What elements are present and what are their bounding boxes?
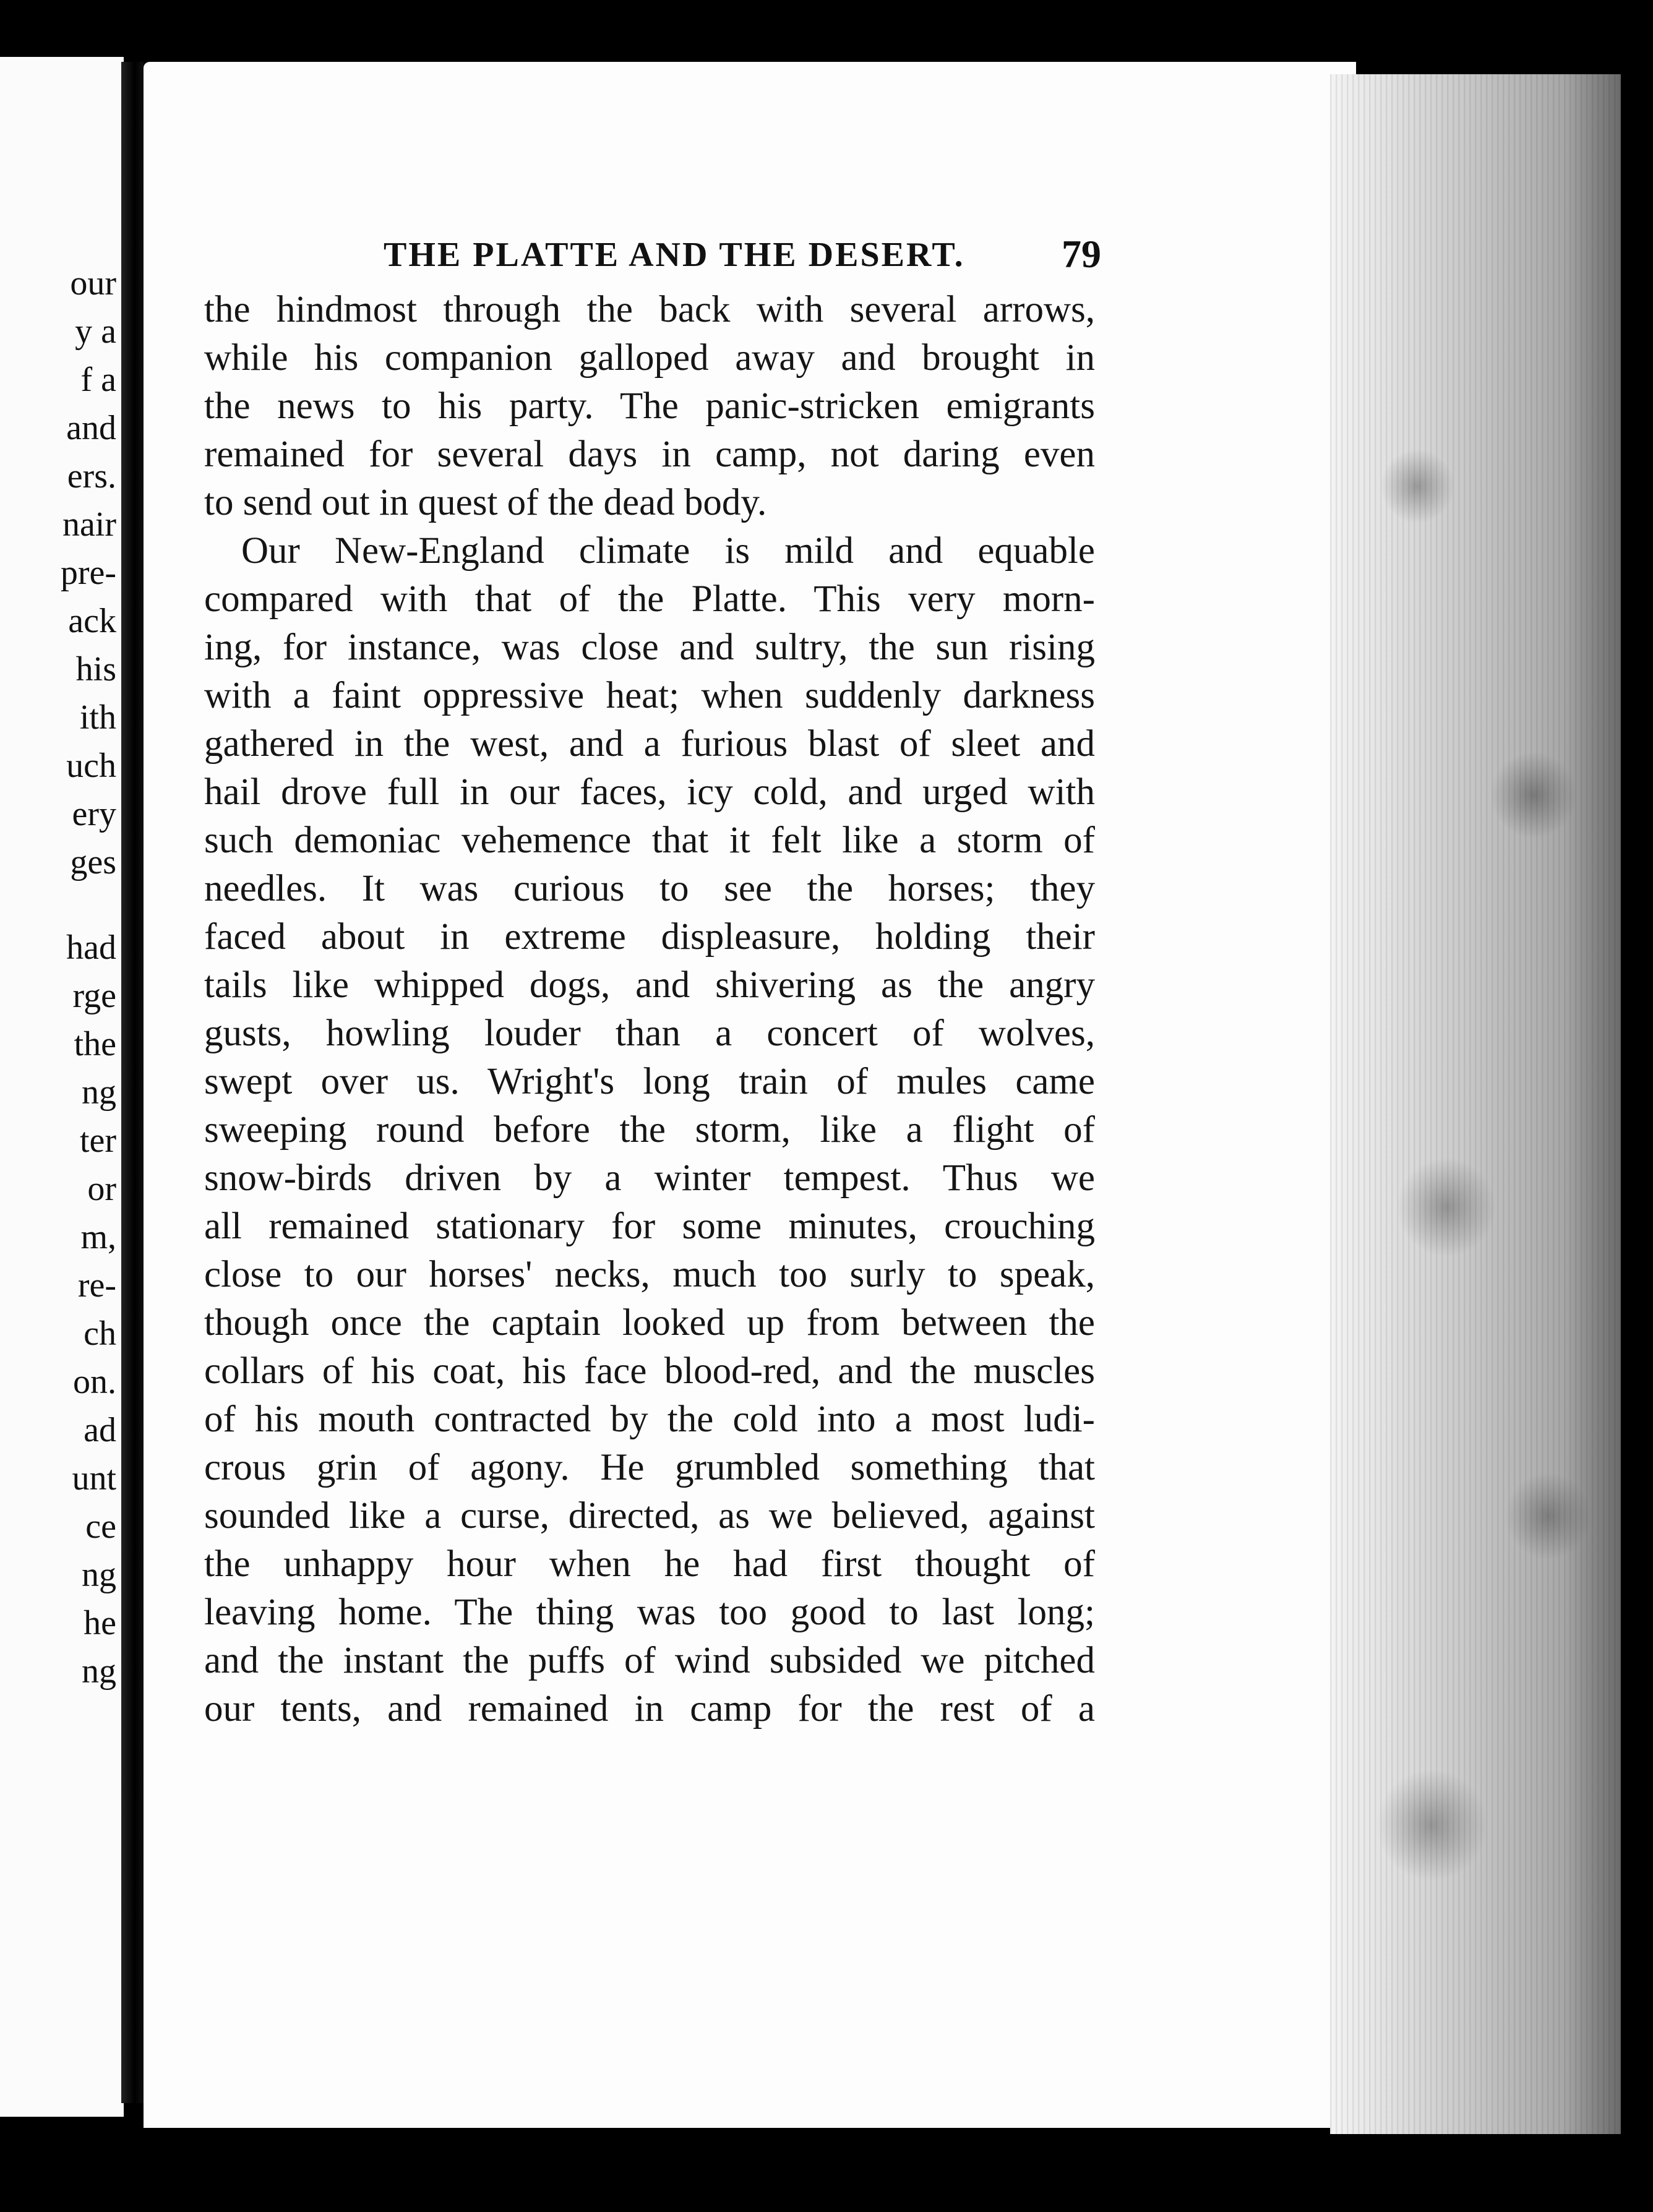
text-line: the unhappy hour when he had first thought of: [204, 1543, 1095, 1585]
previous-page-line-fragment: rge: [72, 977, 116, 1015]
text-line: gathered in the west, and a furious blast of sleet and: [204, 723, 1095, 765]
text-line: sweeping round before the storm, like a flight of: [204, 1109, 1095, 1151]
previous-page-line-fragment: uch: [66, 747, 116, 785]
previous-page-line-fragment: his: [75, 650, 116, 688]
previous-page-line-fragment: ter: [79, 1121, 116, 1160]
text-line: collars of his coat, his face blood-red, and the muscles: [204, 1350, 1095, 1392]
text-line: with a faint oppressive heat; when suddenly darkness: [204, 675, 1095, 716]
previous-page-line-fragment: ad: [84, 1411, 116, 1449]
previous-page-line-fragment: on.: [73, 1363, 116, 1401]
text-line: Our New-England climate is mild and equable: [241, 530, 1095, 572]
text-line: needles. It was curious to see the horses; they: [204, 868, 1095, 909]
page-header: [384, 232, 1101, 285]
previous-page-line-fragment: he: [84, 1604, 116, 1642]
text-line: sounded like a curse, directed, as we believed, against: [204, 1495, 1095, 1537]
text-line: faced about in extreme displeasure, holding their: [204, 916, 1095, 958]
previous-page-line-fragment: nair: [62, 505, 116, 544]
text-line: tails like whipped dogs, and shivering as the angry: [204, 964, 1095, 1006]
previous-page-line-fragment: ch: [84, 1314, 116, 1353]
previous-page-line-fragment: ery: [72, 795, 116, 833]
text-line: swept over us. Wright's long train of mules came: [204, 1061, 1095, 1102]
text-line: leaving home. The thing was too good to last long;: [204, 1592, 1095, 1633]
previous-page-line-fragment: ng: [82, 1556, 116, 1594]
text-line: such demoniac vehemence that it felt like a storm of: [204, 820, 1095, 861]
previous-page-line-fragment: pre-: [60, 554, 116, 592]
previous-page-line-fragment: the: [74, 1025, 116, 1063]
previous-page: [0, 57, 124, 2117]
previous-page-line-fragment: ges: [70, 843, 116, 881]
text-line: of his mouth contracted by the cold into a most ludi-: [204, 1399, 1095, 1440]
text-line: compared with that of the Platte. This very morn-: [204, 578, 1095, 620]
text-line: the news to his party. The panic-stricken emigrants: [204, 385, 1095, 427]
previous-page-line-fragment: re-: [77, 1266, 116, 1305]
previous-page-line-fragment: ng: [82, 1652, 116, 1691]
text-line: all remained stationary for some minutes, crouching: [204, 1206, 1095, 1247]
running-head: THE PLATTE AND THE DESERT.: [384, 236, 965, 274]
previous-page-line-fragment: y a: [75, 312, 116, 351]
previous-page-line-fragment: m,: [80, 1218, 116, 1256]
text-line: gusts, howling louder than a concert of wolves,: [204, 1013, 1095, 1054]
text-line: crous grin of agony. He grumbled something that: [204, 1447, 1095, 1488]
gutter-shadow: [121, 62, 144, 2103]
text-line: hail drove full in our faces, icy cold, and urged with: [204, 771, 1095, 813]
previous-page-line-fragment: f a: [80, 361, 116, 399]
text-line: our tents, and remained in camp for the rest of a: [204, 1688, 1095, 1730]
previous-page-line-fragment: unt: [72, 1459, 116, 1498]
text-line: to send out in quest of the dead body.: [204, 482, 767, 523]
text-line: ing, for instance, was close and sultry, the sun rising: [204, 627, 1095, 668]
previous-page-line-fragment: ith: [79, 698, 116, 737]
text-line: snow-birds driven by a winter tempest. Thus we: [204, 1157, 1095, 1199]
text-line: while his companion galloped away and brought in: [204, 337, 1095, 379]
previous-page-line-fragment: ng: [82, 1073, 116, 1112]
text-line: remained for several days in camp, not daring even: [204, 434, 1095, 475]
previous-page-line-fragment: our: [70, 264, 116, 302]
previous-page-line-fragment: ack: [68, 602, 116, 640]
text-line: though once the captain looked up from between the: [204, 1302, 1095, 1344]
previous-page-line-fragment: ers.: [67, 457, 116, 495]
text-line: close to our horses' necks, much too surly to speak,: [204, 1254, 1095, 1295]
text-line: the hindmost through the back with several arrows,: [204, 289, 1095, 330]
page-fore-edge: [1330, 74, 1621, 2134]
previous-page-line-fragment: had: [66, 928, 116, 967]
previous-page-line-fragment: ce: [85, 1507, 116, 1546]
previous-page-line-fragment: and: [66, 409, 116, 447]
previous-page-line-fragment: or: [87, 1170, 116, 1208]
page-number: 79: [1062, 232, 1101, 276]
text-line: and the instant the puffs of wind subsided we pitched: [204, 1640, 1095, 1681]
